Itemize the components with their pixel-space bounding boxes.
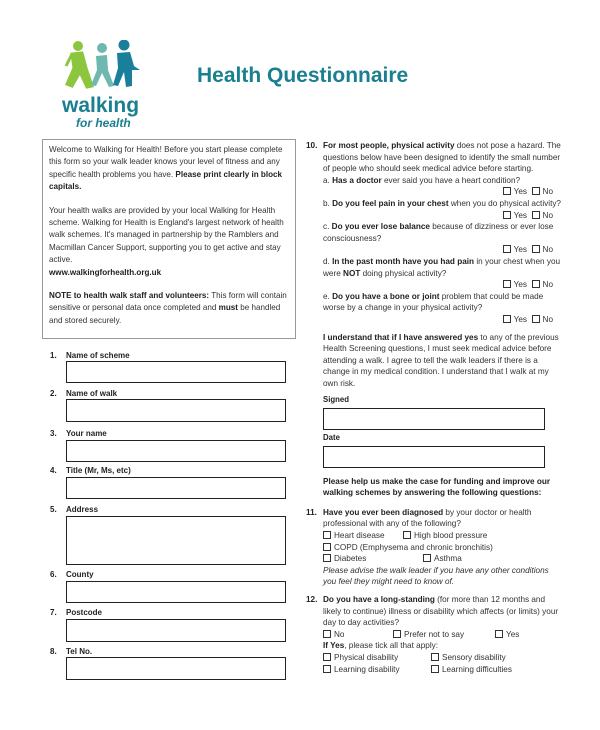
item-bold: In the past month have you had pain bbox=[332, 256, 475, 266]
field-label-text: Postcode bbox=[66, 608, 103, 617]
field-number: 3. bbox=[50, 429, 57, 438]
note-text-end: be handled and stored securely. bbox=[49, 303, 281, 325]
date-label: Date bbox=[323, 433, 340, 443]
option-prefer-not-to-say[interactable] bbox=[393, 629, 495, 641]
item-text: ever said you have a heart condition? bbox=[381, 175, 521, 185]
walking-for-health-logo bbox=[62, 40, 142, 130]
option-diabetes[interactable] bbox=[323, 553, 423, 565]
checkbox[interactable] bbox=[532, 245, 540, 253]
no-label: No bbox=[542, 210, 553, 220]
option-no[interactable] bbox=[323, 629, 393, 641]
yes-option[interactable] bbox=[503, 210, 527, 222]
field-label bbox=[50, 647, 92, 656]
option-high-blood-pressure[interactable] bbox=[403, 530, 487, 542]
no-option[interactable] bbox=[532, 279, 553, 291]
item-text: in your chest when you were bbox=[323, 256, 561, 278]
checkbox[interactable] bbox=[532, 211, 540, 219]
checkbox[interactable] bbox=[503, 245, 511, 253]
yes-label: Yes bbox=[513, 210, 527, 220]
field-label-text: Name of scheme bbox=[66, 351, 130, 360]
item-letter: b. bbox=[323, 198, 333, 208]
checkbox[interactable] bbox=[532, 187, 540, 195]
website-link[interactable]: www.walkingforhealth.org.uk bbox=[49, 267, 162, 277]
checkbox[interactable] bbox=[403, 531, 411, 539]
field-number: 1. bbox=[50, 351, 57, 360]
item-text: because of dizziness or ever lose consciousness? bbox=[323, 222, 554, 243]
option-label: Yes bbox=[506, 629, 520, 639]
intro-box bbox=[42, 139, 296, 339]
option-physical-disability[interactable] bbox=[323, 652, 431, 664]
q12-bold: Do you have a long-standing bbox=[323, 595, 435, 604]
field-label bbox=[50, 608, 102, 617]
field-number: 2. bbox=[50, 389, 57, 398]
q10-text: does not pose a hazard. The questions below have been designed to identify the small number of people who should seek medical advice before starting. bbox=[323, 141, 561, 174]
field-label-text: Your name bbox=[66, 429, 107, 438]
option-label: COPD (Emphysema and chronic bronchitis) bbox=[334, 542, 493, 552]
item-bold2: NOT bbox=[343, 268, 361, 278]
q10-bold: For most people, physical activity bbox=[323, 141, 455, 150]
funding-intro: Please help us make the case for funding and improve our walking schemes by answering the following questions: bbox=[323, 476, 551, 498]
checkbox[interactable] bbox=[503, 280, 511, 288]
question-10 bbox=[306, 140, 563, 326]
option-label: High blood pressure bbox=[414, 531, 488, 541]
field-input[interactable] bbox=[66, 581, 286, 603]
field-input[interactable] bbox=[66, 619, 286, 642]
no-label: No bbox=[542, 280, 553, 290]
option-label: Diabetes bbox=[334, 554, 367, 564]
question-number: 11. bbox=[306, 507, 317, 517]
item-bold: Do you have a bone or joint bbox=[332, 291, 440, 301]
note-text: This form will contain sensitive or personal data once completed and bbox=[49, 291, 287, 313]
q11-note: Please advise the walk leader if you have any other conditions you feel they might need to know of. bbox=[323, 565, 549, 587]
declaration-bold: I understand that if I have answered yes bbox=[323, 332, 479, 342]
field-input[interactable] bbox=[66, 399, 286, 422]
item-letter: d. bbox=[323, 256, 333, 266]
option-label: Heart disease bbox=[334, 531, 385, 541]
question-11 bbox=[306, 507, 563, 588]
q11-text: by your doctor or health professional with any of the following? bbox=[323, 507, 532, 529]
item-letter: c. bbox=[323, 222, 332, 232]
question-number: 12. bbox=[306, 595, 318, 604]
question-12 bbox=[306, 594, 563, 675]
field-label bbox=[50, 570, 94, 579]
health-screening-item bbox=[323, 221, 563, 256]
checkbox[interactable] bbox=[323, 653, 331, 661]
yes-label: Yes bbox=[513, 187, 527, 197]
option-copd[interactable] bbox=[323, 542, 493, 554]
no-label: No bbox=[542, 314, 553, 324]
item-letter: e. bbox=[323, 291, 333, 301]
no-option[interactable] bbox=[532, 244, 553, 256]
logo-text-walking: walking bbox=[62, 94, 140, 117]
field-input[interactable] bbox=[66, 657, 286, 680]
option-label: Sensory disability bbox=[442, 652, 506, 662]
checkbox[interactable] bbox=[532, 315, 540, 323]
option-label: Learning disability bbox=[334, 664, 400, 674]
page-title: Health Questionnaire bbox=[197, 64, 409, 87]
field-label-text: Address bbox=[66, 505, 99, 514]
checkbox[interactable] bbox=[323, 630, 331, 638]
field-number: 7. bbox=[50, 608, 57, 617]
yes-label: Yes bbox=[513, 314, 527, 324]
q11-bold: Have you ever been diagnosed bbox=[323, 507, 444, 517]
no-label: No bbox=[542, 187, 553, 197]
field-label-text: Tel No. bbox=[66, 647, 93, 656]
field-input[interactable] bbox=[66, 361, 286, 383]
yes-option[interactable] bbox=[503, 186, 527, 198]
q12-text: (for more than 12 months and likely to continue) illness or disability which affects (or limits) your day to day activities? bbox=[323, 595, 559, 628]
item-bold: Has a doctor bbox=[332, 175, 382, 185]
item-letter: a. bbox=[323, 175, 333, 185]
question-number: 10. bbox=[306, 141, 318, 150]
walkers-icon bbox=[62, 40, 142, 92]
item-text: when you do physical activity? bbox=[448, 198, 561, 208]
if-yes-bold: If Yes bbox=[323, 641, 345, 651]
intro-text: Welcome to Walking for Health! Before you start please complete this form so your walk leader knows your level of fitness and any specific health problems you have. bbox=[49, 145, 283, 179]
yes-label: Yes bbox=[513, 280, 527, 290]
if-yes-text: , please tick all that apply: bbox=[344, 641, 439, 651]
signed-label: Signed bbox=[323, 395, 349, 405]
note-must: must bbox=[218, 303, 238, 313]
field-label-text: Name of walk bbox=[66, 389, 118, 398]
item-bold: Do you feel pain in your chest bbox=[332, 198, 449, 208]
field-input[interactable] bbox=[66, 440, 286, 462]
field-label bbox=[50, 351, 130, 360]
signed-field[interactable] bbox=[323, 408, 545, 430]
checkbox[interactable] bbox=[503, 211, 511, 219]
declaration-text: to any of the previous Health Screening questions, I must seek medical advice before attending a walk. I agree to tell the walk leaders if there is a change in my medical condition. I understand that I walk at my own risk. bbox=[323, 332, 559, 388]
option-asthma[interactable] bbox=[423, 553, 462, 565]
note-label: NOTE to health walk staff and volunteers: bbox=[49, 291, 210, 301]
checkbox[interactable] bbox=[323, 543, 331, 551]
yes-option[interactable] bbox=[503, 314, 527, 326]
item-bold: Do you ever lose balance bbox=[331, 222, 430, 232]
right-column bbox=[306, 140, 563, 675]
health-screening-item bbox=[323, 256, 563, 291]
no-option[interactable] bbox=[532, 210, 553, 222]
field-label bbox=[50, 429, 107, 438]
checkbox[interactable] bbox=[431, 665, 439, 673]
checkbox[interactable] bbox=[503, 187, 511, 195]
field-input[interactable] bbox=[66, 516, 286, 565]
option-label: Asthma bbox=[434, 554, 462, 564]
yes-label: Yes bbox=[513, 245, 527, 255]
option-label: Learning difficulties bbox=[442, 664, 512, 674]
date-field[interactable] bbox=[323, 446, 545, 468]
yes-option[interactable] bbox=[503, 244, 527, 256]
option-learning-difficulties[interactable] bbox=[431, 664, 512, 676]
option-sensory-disability[interactable] bbox=[431, 652, 506, 664]
declaration bbox=[323, 332, 563, 390]
checkbox[interactable] bbox=[431, 653, 439, 661]
option-yes[interactable] bbox=[495, 629, 519, 641]
field-number: 4. bbox=[50, 466, 57, 475]
field-label-text: County bbox=[66, 570, 94, 579]
health-screening-item bbox=[323, 175, 563, 198]
intro-instruction: Please print clearly in block capitals. bbox=[49, 169, 283, 192]
option-label: No bbox=[334, 629, 345, 639]
item-text2: doing physical activity? bbox=[360, 268, 447, 278]
option-label: Prefer not to say bbox=[404, 629, 465, 639]
yes-option[interactable] bbox=[503, 279, 527, 291]
field-label bbox=[50, 389, 117, 398]
checkbox[interactable] bbox=[532, 280, 540, 288]
checkbox[interactable] bbox=[323, 531, 331, 539]
no-label: No bbox=[542, 245, 553, 255]
checkbox[interactable] bbox=[503, 315, 511, 323]
checkbox[interactable] bbox=[323, 554, 331, 562]
checkbox[interactable] bbox=[323, 665, 331, 673]
no-option[interactable] bbox=[532, 314, 553, 326]
checkbox[interactable] bbox=[393, 630, 401, 638]
checkbox[interactable] bbox=[495, 630, 503, 638]
intro-scheme-text: Your health walks are provided by your local Walking for Health scheme. Walking for Health is England's largest network of health walk schemes. It's managed in partnership by the Ramblers and Macmillan Cancer Support, supporting you to get active and stay active. bbox=[49, 205, 284, 265]
field-label bbox=[50, 505, 98, 514]
checkbox[interactable] bbox=[423, 554, 431, 562]
field-number: 5. bbox=[50, 505, 57, 514]
option-label: Physical disability bbox=[334, 652, 399, 662]
option-heart-disease[interactable] bbox=[323, 530, 403, 542]
field-label-text: Title (Mr, Ms, etc) bbox=[66, 466, 131, 475]
item-text: problem that could be made worse by a change in your physical activity? bbox=[323, 291, 544, 313]
logo-text-for-health: for health bbox=[76, 116, 131, 130]
field-input[interactable] bbox=[66, 477, 286, 499]
no-option[interactable] bbox=[532, 186, 553, 198]
health-screening-item bbox=[323, 291, 563, 326]
health-screening-item bbox=[323, 198, 563, 221]
field-label bbox=[50, 466, 131, 475]
field-number: 8. bbox=[50, 647, 57, 656]
field-number: 6. bbox=[50, 570, 57, 579]
option-learning-disability[interactable] bbox=[323, 664, 431, 676]
